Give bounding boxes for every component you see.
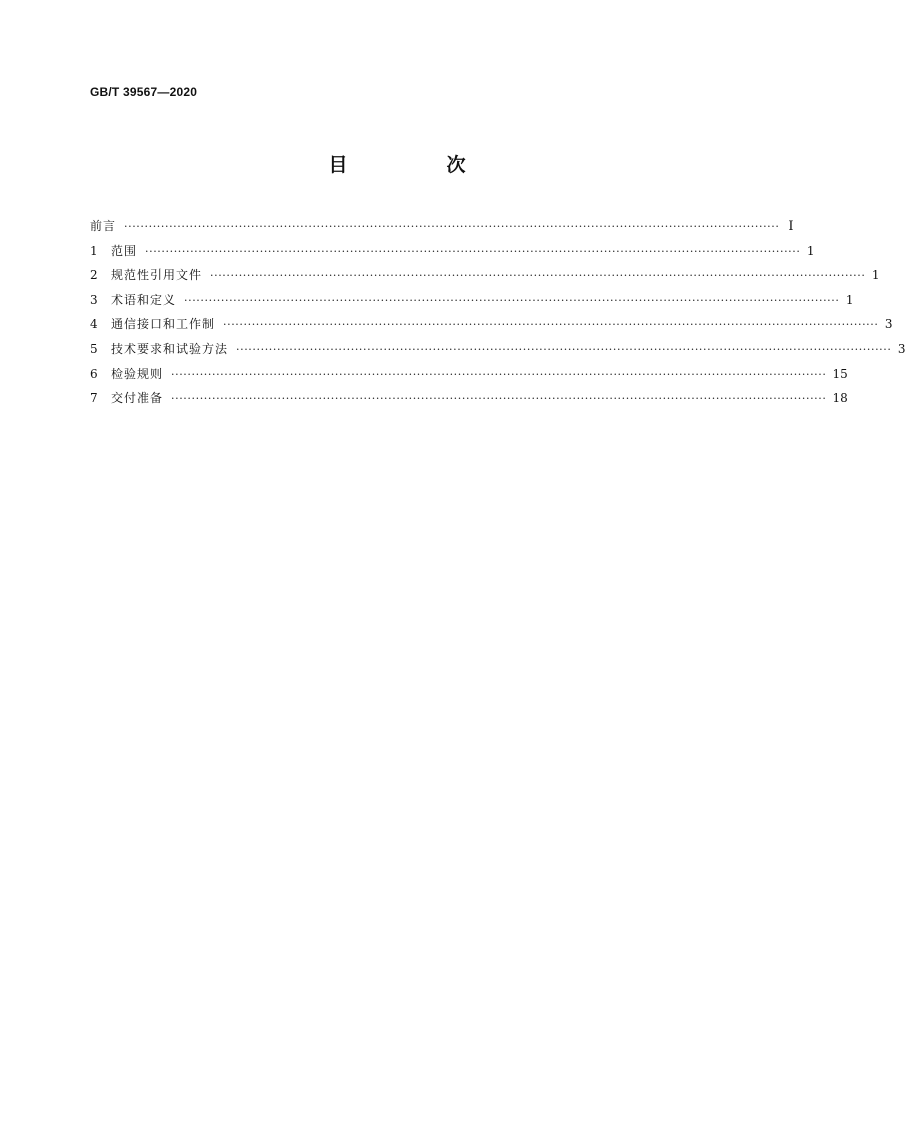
toc-entry-page: 3	[884, 317, 893, 332]
toc-entry-label: 前言	[90, 219, 117, 233]
toc-entry-number: 3	[90, 292, 98, 307]
toc-entry-delivery-preparation[interactable]	[90, 389, 848, 414]
toc-entry-foreword[interactable]	[90, 217, 794, 242]
toc-entry-number: 1	[90, 243, 98, 258]
toc-entry-label: 规范性引用文件	[111, 268, 203, 283]
page-title: 目 次	[328, 154, 506, 176]
toc-entry-label: 范围	[111, 243, 138, 258]
toc-entry-page: 1	[806, 243, 815, 258]
toc-entry-technical-requirements[interactable]	[90, 340, 905, 365]
toc-leader-dots: ································································································································································	[236, 342, 892, 356]
toc-entry-terms-definitions[interactable]	[90, 291, 854, 316]
toc-entry-label: 术语和定义	[111, 292, 177, 307]
toc-leader-dots: ································································································································································	[124, 220, 780, 233]
toc-entry-page: I	[788, 219, 794, 234]
toc-entry-label: 检验规则	[111, 366, 164, 381]
toc-leader-dots: ································································································································································	[171, 392, 827, 406]
toc-entry-page: 18	[832, 391, 848, 406]
toc-leader-dots: ································································································································································	[210, 269, 866, 283]
toc-entry-scope[interactable]	[90, 242, 815, 267]
toc-entry-page: 3	[897, 341, 905, 356]
toc-leader-dots: ································································································································································	[184, 293, 840, 307]
table-of-contents	[90, 217, 905, 414]
toc-leader-dots: ································································································································································	[145, 244, 801, 258]
toc-entry-page: 15	[832, 366, 848, 381]
toc-entry-communication-interface[interactable]	[90, 315, 893, 340]
toc-entry-number: 6	[90, 366, 98, 381]
toc-entry-label: 通信接口和工作制	[111, 317, 216, 332]
toc-entry-number: 5	[90, 341, 98, 356]
toc-entry-number: 4	[90, 317, 98, 332]
toc-entry-normative-references[interactable]	[90, 266, 880, 291]
toc-entry-number: 2	[90, 268, 98, 283]
toc-entry-inspection-rules[interactable]	[90, 365, 848, 390]
toc-entry-page: 1	[871, 268, 880, 283]
toc-entry-number: 7	[90, 391, 98, 406]
standard-code: GB/T 39567—2020	[90, 85, 198, 99]
toc-entry-page: 1	[845, 292, 854, 307]
toc-entry-label: 交付准备	[111, 391, 164, 406]
toc-leader-dots: ································································································································································	[171, 367, 827, 381]
toc-leader-dots: ································································································································································	[223, 318, 879, 332]
toc-entry-label: 技术要求和试验方法	[111, 341, 229, 356]
